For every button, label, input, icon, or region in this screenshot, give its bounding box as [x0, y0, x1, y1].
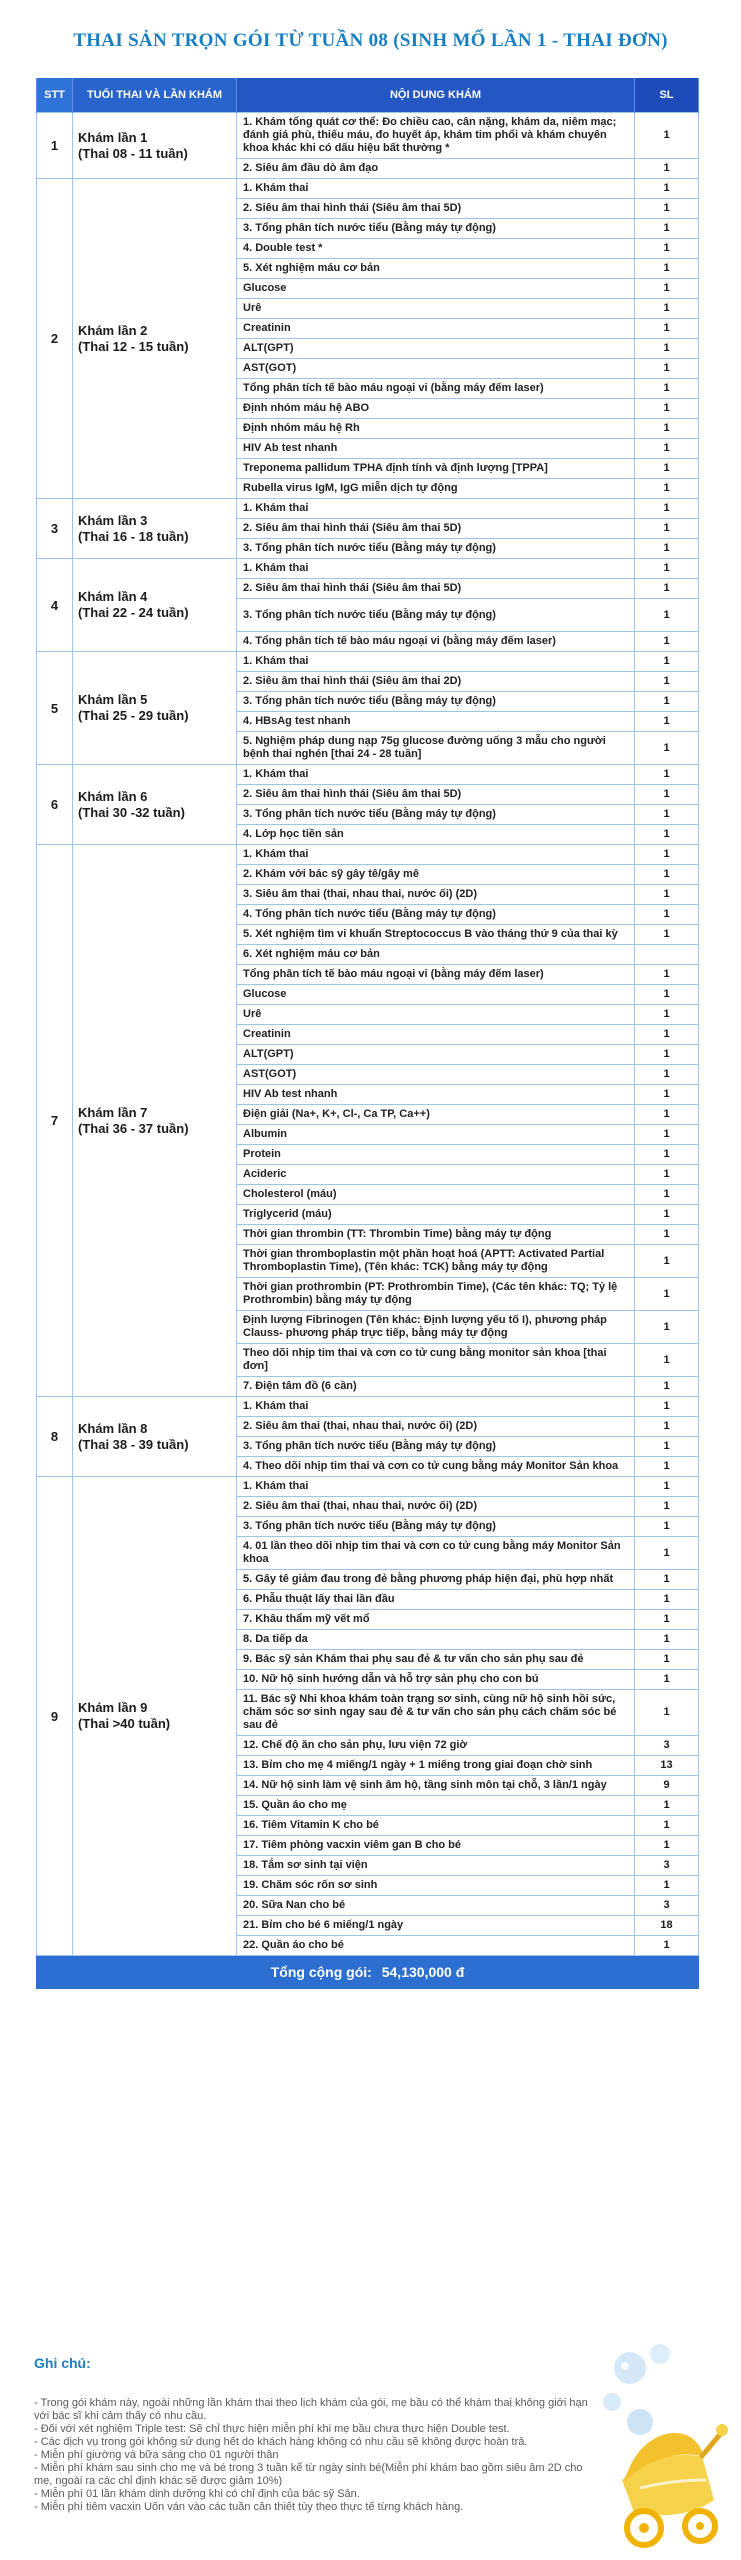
service-quantity: 1 [635, 1497, 699, 1517]
visit-cell [73, 559, 237, 652]
table-row [37, 652, 699, 672]
service-quantity: 1 [635, 865, 699, 885]
service-content: 4. HBsAg test nhanh [237, 712, 635, 732]
service-quantity: 1 [635, 159, 699, 179]
service-quantity: 1 [635, 1377, 699, 1397]
package-table [36, 78, 699, 1989]
service-quantity: 1 [635, 712, 699, 732]
service-content: 4. Lớp học tiền sản [237, 825, 635, 845]
service-quantity: 1 [635, 1477, 699, 1497]
note-item: - Trong gói khám này, ngoài những lần khám thai theo lịch khám của gói, mẹ bầu có thể khám thai không giới hạn với bác sĩ khi cảm thấy có nhu cầu. [34, 2397, 588, 2422]
service-quantity: 1 [635, 479, 699, 499]
service-content: 1. Khám thai [237, 1397, 635, 1417]
service-content: Tổng phân tích tế bào máu ngoại vi (bằng máy đếm laser) [237, 965, 635, 985]
table-row [37, 845, 699, 865]
visit-number: 2 [37, 179, 73, 499]
service-content: 3. Tổng phân tích nước tiểu (Bằng máy tự động) [237, 692, 635, 712]
service-content: 1. Khám thai [237, 845, 635, 865]
table-row [37, 765, 699, 785]
table-body [37, 113, 699, 1956]
total-row [37, 1956, 699, 1989]
service-quantity: 1 [635, 1630, 699, 1650]
visit-number: 3 [37, 499, 73, 559]
service-quantity: 1 [635, 1537, 699, 1570]
package-table-container [36, 78, 698, 1989]
service-content: 3. Tổng phân tích nước tiểu (Bằng máy tự động) [237, 599, 635, 632]
visit-gestational-age: (Thai >40 tuần) [78, 1716, 171, 1731]
visit-title: Khám lần 1 [78, 129, 148, 145]
header-qty: SL [635, 78, 699, 113]
service-quantity: 1 [635, 1570, 699, 1590]
service-content: 14. Nữ hộ sinh làm vệ sinh âm hộ, tầng sinh môn tại chỗ, 3 lần/1 ngày [237, 1776, 635, 1796]
service-quantity: 1 [635, 632, 699, 652]
table-row [37, 499, 699, 519]
service-quantity: 1 [635, 239, 699, 259]
service-quantity: 1 [635, 1045, 699, 1065]
service-content: 3. Tổng phân tích nước tiểu (Bằng máy tự động) [237, 1517, 635, 1537]
service-content: 22. Quần áo cho bé [237, 1936, 635, 1956]
service-quantity: 1 [635, 1125, 699, 1145]
service-quantity: 1 [635, 299, 699, 319]
service-quantity: 1 [635, 785, 699, 805]
service-content: Thời gian prothrombin (PT: Prothrombin Time), (Các tên khác: TQ; Tỷ lệ Prothrombin) bằng máy tự động [237, 1278, 635, 1311]
service-content: 4. 01 lần theo dõi nhịp tim thai và cơn co tử cung bằng máy Monitor Sản khoa [237, 1537, 635, 1570]
service-content: 1. Khám thai [237, 652, 635, 672]
service-quantity: 1 [635, 1876, 699, 1896]
service-quantity: 1 [635, 399, 699, 419]
service-content: 16. Tiêm Vitamin K cho bé [237, 1816, 635, 1836]
service-content: 2. Siêu âm thai hình thái (Siêu âm thai 2D) [237, 672, 635, 692]
service-quantity: 3 [635, 1736, 699, 1756]
service-content: 9. Bác sỹ sản Khám thai phụ sau đẻ & tư vấn cho sản phụ sau đẻ [237, 1650, 635, 1670]
visit-cell [73, 113, 237, 179]
service-content: 2. Siêu âm thai hình thái (Siêu âm thai 5D) [237, 519, 635, 539]
service-quantity: 1 [635, 1670, 699, 1690]
service-content: 1. Khám thai [237, 499, 635, 519]
service-quantity: 1 [635, 965, 699, 985]
visit-gestational-age: (Thai 16 - 18 tuần) [78, 528, 189, 544]
notes-section [34, 2355, 594, 2514]
visit-title: Khám lần 7 [78, 1104, 148, 1120]
header-stt: STT [37, 78, 73, 113]
service-quantity: 1 [635, 765, 699, 785]
service-quantity: 1 [635, 1650, 699, 1670]
service-content: 3. Tổng phân tích nước tiểu (Bằng máy tự động) [237, 1437, 635, 1457]
service-quantity: 1 [635, 499, 699, 519]
service-quantity: 1 [635, 825, 699, 845]
service-content: 17. Tiêm phòng vacxin viêm gan B cho bé [237, 1836, 635, 1856]
service-quantity: 1 [635, 1185, 699, 1205]
service-content: 13. Bỉm cho mẹ 4 miếng/1 ngày + 1 miếng trong giai đoạn chờ sinh [237, 1756, 635, 1776]
service-quantity: 1 [635, 359, 699, 379]
visit-cell [73, 499, 237, 559]
table-row [37, 113, 699, 159]
notes-title: Ghi chú: [34, 2355, 91, 2371]
service-content: Triglycerid (máu) [237, 1205, 635, 1225]
service-content: 2. Siêu âm thai (thai, nhau thai, nước ối) (2D) [237, 1417, 635, 1437]
note-item: - Miễn phí tiêm vacxin Uốn ván vào các tuần căn thiết tùy theo thực tế từng khách hàng. [34, 2501, 464, 2513]
visit-title: Khám lần 8 [78, 1420, 148, 1436]
service-quantity: 1 [635, 179, 699, 199]
service-content: 3. Tổng phân tích nước tiểu (Bằng máy tự động) [237, 539, 635, 559]
service-quantity: 1 [635, 1590, 699, 1610]
note-item: - Các dịch vụ trong gói không sử dụng hết do khách hàng không có nhu cầu sẽ không được hoàn trả. [34, 2436, 528, 2448]
service-content: Creatinin [237, 319, 635, 339]
service-content: 1. Khám thai [237, 1477, 635, 1497]
service-content: Định nhóm máu hệ ABO [237, 399, 635, 419]
service-quantity: 1 [635, 845, 699, 865]
service-content: 3. Siêu âm thai (thai, nhau thai, nước ối) (2D) [237, 885, 635, 905]
service-content: 5. Gây tê giảm đau trong đẻ bằng phương pháp hiện đại, phù hợp nhất [237, 1570, 635, 1590]
visit-number: 9 [37, 1477, 73, 1956]
service-quantity: 1 [635, 925, 699, 945]
visit-gestational-age: (Thai 38 - 39 tuần) [78, 1436, 189, 1452]
service-quantity: 1 [635, 1165, 699, 1185]
table-row [37, 179, 699, 199]
service-content: Thời gian thrombin (TT: Thrombin Time) bằng máy tự động [237, 1225, 635, 1245]
header-visit: TUỔI THAI VÀ LẦN KHÁM [73, 78, 237, 113]
service-content: Định nhóm máu hệ Rh [237, 419, 635, 439]
service-content: 18. Tắm sơ sinh tại viện [237, 1856, 635, 1876]
service-content: 15. Quần áo cho mẹ [237, 1796, 635, 1816]
service-quantity: 1 [635, 439, 699, 459]
service-content: Urê [237, 299, 635, 319]
service-content: 7. Khâu thẩm mỹ vết mổ [237, 1610, 635, 1630]
service-content: Glucose [237, 279, 635, 299]
service-quantity: 1 [635, 1610, 699, 1630]
visit-title: Khám lần 6 [78, 788, 148, 804]
service-content: Tổng phân tích tế bào máu ngoại vi (bằng máy đếm laser) [237, 379, 635, 399]
service-quantity: 1 [635, 1344, 699, 1377]
service-quantity: 1 [635, 732, 699, 765]
visit-cell [73, 179, 237, 499]
service-quantity: 1 [635, 199, 699, 219]
service-quantity: 1 [635, 1517, 699, 1537]
visit-number: 1 [37, 113, 73, 179]
service-content: Định lượng Fibrinogen (Tên khác: Định lượng yếu tố I), phương pháp Clauss- phương pháp trực tiếp, bằng máy tự động [237, 1311, 635, 1344]
service-quantity: 1 [635, 1816, 699, 1836]
service-quantity: 3 [635, 1896, 699, 1916]
service-quantity: 3 [635, 1856, 699, 1876]
service-quantity [635, 945, 699, 965]
service-quantity: 1 [635, 379, 699, 399]
service-content: AST(GOT) [237, 359, 635, 379]
visit-gestational-age: (Thai 36 - 37 tuần) [78, 1120, 189, 1136]
service-content: 7. Điện tâm đồ (6 cần) [237, 1377, 635, 1397]
service-content: 2. Siêu âm thai hình thái (Siêu âm thai 5D) [237, 785, 635, 805]
service-quantity: 1 [635, 1005, 699, 1025]
service-quantity: 1 [635, 652, 699, 672]
service-content: 4. Theo dõi nhịp tim thai và cơn co tử cung bằng máy Monitor Sản khoa [237, 1457, 635, 1477]
service-content: Glucose [237, 985, 635, 1005]
service-quantity: 1 [635, 1085, 699, 1105]
service-quantity: 1 [635, 1145, 699, 1165]
service-quantity: 1 [635, 1457, 699, 1477]
visit-cell [73, 1477, 237, 1956]
service-content: Protein [237, 1145, 635, 1165]
service-quantity: 1 [635, 1690, 699, 1736]
service-quantity: 1 [635, 219, 699, 239]
service-content: ALT(GPT) [237, 339, 635, 359]
service-quantity: 1 [635, 559, 699, 579]
note-item: - Miễn phí 01 lần khám dinh dưỡng khi có chỉ định của bác sỹ Sản. [34, 2488, 360, 2500]
page-title: THAI SẢN TRỌN GÓI TỪ TUẦN 08 (SINH MỔ LẦN 1 - THAI ĐƠN) [73, 30, 668, 51]
header-content: NỘI DUNG KHÁM [237, 78, 635, 113]
service-content: HIV Ab test nhanh [237, 1085, 635, 1105]
total-label: Tổng cộng gói: [270, 1963, 372, 1980]
service-content: 2. Siêu âm thai hình thái (Siêu âm thai 5D) [237, 579, 635, 599]
visit-number: 7 [37, 845, 73, 1397]
table-row [37, 1477, 699, 1497]
service-content: 5. Xét nghiệm tìm vi khuẩn Streptococcus B vào tháng thứ 9 của thai kỳ [237, 925, 635, 945]
service-content: AST(GOT) [237, 1065, 635, 1085]
note-item: - Miễn phí khám sau sinh cho mẹ và bé trong 3 tuần kể từ ngày sinh bé(Miễn phí khám bao gồm siêu âm 2D cho mẹ, ngoài ra các chỉ định khác sẽ được giảm 10%) [34, 2462, 583, 2487]
service-content: 2. Siêu âm thai (thai, nhau thai, nước ối) (2D) [237, 1497, 635, 1517]
service-quantity: 1 [635, 539, 699, 559]
service-content: Cholesterol (máu) [237, 1185, 635, 1205]
table-row [37, 559, 699, 579]
service-quantity: 1 [635, 692, 699, 712]
service-quantity: 1 [635, 1105, 699, 1125]
service-content: 6. Xét nghiệm máu cơ bản [237, 945, 635, 965]
service-quantity: 1 [635, 1225, 699, 1245]
service-quantity: 1 [635, 519, 699, 539]
service-quantity: 1 [635, 339, 699, 359]
visit-cell [73, 845, 237, 1397]
service-quantity: 1 [635, 885, 699, 905]
service-quantity: 1 [635, 1437, 699, 1457]
service-quantity: 1 [635, 1397, 699, 1417]
service-content: Acideric [237, 1165, 635, 1185]
service-quantity: 1 [635, 1025, 699, 1045]
visit-number: 8 [37, 1397, 73, 1477]
visit-gestational-age: (Thai 12 - 15 tuần) [78, 338, 189, 354]
service-content: 2. Siêu âm thai hình thái (Siêu âm thai 5D) [237, 199, 635, 219]
visit-title: Khám lần 5 [78, 692, 148, 707]
service-quantity: 1 [635, 579, 699, 599]
service-quantity: 1 [635, 259, 699, 279]
total-value: 54,130,000 đ [381, 1963, 465, 1980]
service-content: Điện giải (Na+, K+, Cl-, Ca TP, Ca++) [237, 1105, 635, 1125]
service-quantity: 1 [635, 459, 699, 479]
visit-cell [73, 765, 237, 845]
service-content: 21. Bỉm cho bé 6 miếng/1 ngày [237, 1916, 635, 1936]
service-content: 2. Siêu âm đầu dò âm đạo [237, 159, 635, 179]
service-content: Urê [237, 1005, 635, 1025]
service-content: Rubella virus IgM, IgG miễn dịch tự động [237, 479, 635, 499]
visit-title: Khám lần 9 [78, 1700, 148, 1715]
service-content: 3. Tổng phân tích nước tiểu (Bằng máy tự động) [237, 805, 635, 825]
visit-gestational-age: (Thai 25 - 29 tuần) [78, 708, 189, 723]
service-quantity: 1 [635, 113, 699, 159]
note-item: - Đối với xét nghiệm Triple test: Sẽ chỉ thực hiện miễn phí khi mẹ bầu chưa thực hiện Double test. [34, 2423, 510, 2435]
service-quantity: 1 [635, 279, 699, 299]
total-bar [37, 1956, 699, 1989]
visit-cell [73, 652, 237, 765]
table-header-row [37, 78, 699, 113]
service-content: Theo dõi nhịp tim thai và cơn co tử cung bằng monitor sản khoa [thai đơn] [237, 1344, 635, 1377]
service-quantity: 1 [635, 1311, 699, 1344]
service-quantity: 1 [635, 1245, 699, 1278]
service-quantity: 1 [635, 1936, 699, 1956]
baby-stroller-illustration [582, 2330, 732, 2555]
service-quantity: 1 [635, 805, 699, 825]
service-content: Creatinin [237, 1025, 635, 1045]
service-quantity: 1 [635, 1417, 699, 1437]
table-row [37, 1397, 699, 1417]
service-content: 1. Khám tổng quát cơ thể: Đo chiều cao, cân nặng, khám da, niêm mạc; đánh giá phù, thiếu máu, đo huyết áp, khám tim phổi và khám chuyên khoa khác khi có dấu hiệu bất thường * [237, 113, 635, 159]
visit-number: 6 [37, 765, 73, 845]
notes-list [34, 2397, 594, 2514]
service-quantity: 9 [635, 1776, 699, 1796]
service-content: 4. Tổng phân tích nước tiểu (Bằng máy tự động) [237, 905, 635, 925]
service-quantity: 1 [635, 419, 699, 439]
service-quantity: 13 [635, 1756, 699, 1776]
service-quantity: 1 [635, 985, 699, 1005]
service-content: 5. Nghiệm pháp dung nạp 75g glucose đường uống 3 mẫu cho người bệnh thai nghén [thai 24 - 28 tuần] [237, 732, 635, 765]
service-content: ALT(GPT) [237, 1045, 635, 1065]
service-quantity: 1 [635, 319, 699, 339]
visit-cell [73, 1397, 237, 1477]
service-content: 2. Khám với bác sỹ gây tê/gây mê [237, 865, 635, 885]
visit-gestational-age: (Thai 08 - 11 tuần) [78, 145, 188, 161]
service-content: 6. Phẫu thuật lấy thai lần đầu [237, 1590, 635, 1610]
visit-title: Khám lần 4 [78, 589, 148, 604]
service-content: 1. Khám thai [237, 179, 635, 199]
visit-title: Khám lần 2 [78, 322, 148, 338]
visit-title: Khám lần 3 [78, 512, 148, 528]
service-content: HIV Ab test nhanh [237, 439, 635, 459]
service-content: 19. Chăm sóc rốn sơ sinh [237, 1876, 635, 1896]
service-quantity: 1 [635, 1065, 699, 1085]
service-quantity: 1 [635, 1205, 699, 1225]
service-content: 4. Double test * [237, 239, 635, 259]
service-content: 4. Tổng phân tích tế bào máu ngoại vi (bằng máy đếm laser) [237, 632, 635, 652]
service-content: Treponema pallidum TPHA định tính và định lượng [TPPA] [237, 459, 635, 479]
service-quantity: 1 [635, 905, 699, 925]
service-content: 5. Xét nghiệm máu cơ bản [237, 259, 635, 279]
service-quantity: 1 [635, 1278, 699, 1311]
service-quantity: 1 [635, 1796, 699, 1816]
service-content: 12. Chế độ ăn cho sản phụ, lưu viện 72 giờ [237, 1736, 635, 1756]
service-content: Albumin [237, 1125, 635, 1145]
service-content: 1. Khám thai [237, 559, 635, 579]
service-content: 3. Tổng phân tích nước tiểu (Bằng máy tự động) [237, 219, 635, 239]
service-content: 20. Sữa Nan cho bé [237, 1896, 635, 1916]
visit-number: 5 [37, 652, 73, 765]
service-content: 8. Da tiếp da [237, 1630, 635, 1650]
service-content: Thời gian thromboplastin một phần hoạt hoá (APTT: Activated Partial Thromboplastin Time), (Tên khác: TCK) bằng máy tự động [237, 1245, 635, 1278]
service-quantity: 1 [635, 599, 699, 632]
service-content: 10. Nữ hộ sinh hướng dẫn và hỗ trợ sản phụ cho con bú [237, 1670, 635, 1690]
visit-gestational-age: (Thai 30 -32 tuần) [78, 804, 185, 820]
service-content: 11. Bác sỹ Nhi khoa khám toàn trạng sơ sinh, cùng nữ hộ sinh hồi sức, chăm sóc sơ sinh ngay sau đẻ & tư vấn cho sản phụ cách chăm sóc bé sau đẻ [237, 1690, 635, 1736]
visit-gestational-age: (Thai 22 - 24 tuần) [78, 605, 189, 620]
note-item: - Miễn phí giường và bữa sáng cho 01 người thân [34, 2449, 279, 2461]
service-content: 1. Khám thai [237, 765, 635, 785]
service-quantity: 1 [635, 672, 699, 692]
service-quantity: 18 [635, 1916, 699, 1936]
visit-number: 4 [37, 559, 73, 652]
service-quantity: 1 [635, 1836, 699, 1856]
